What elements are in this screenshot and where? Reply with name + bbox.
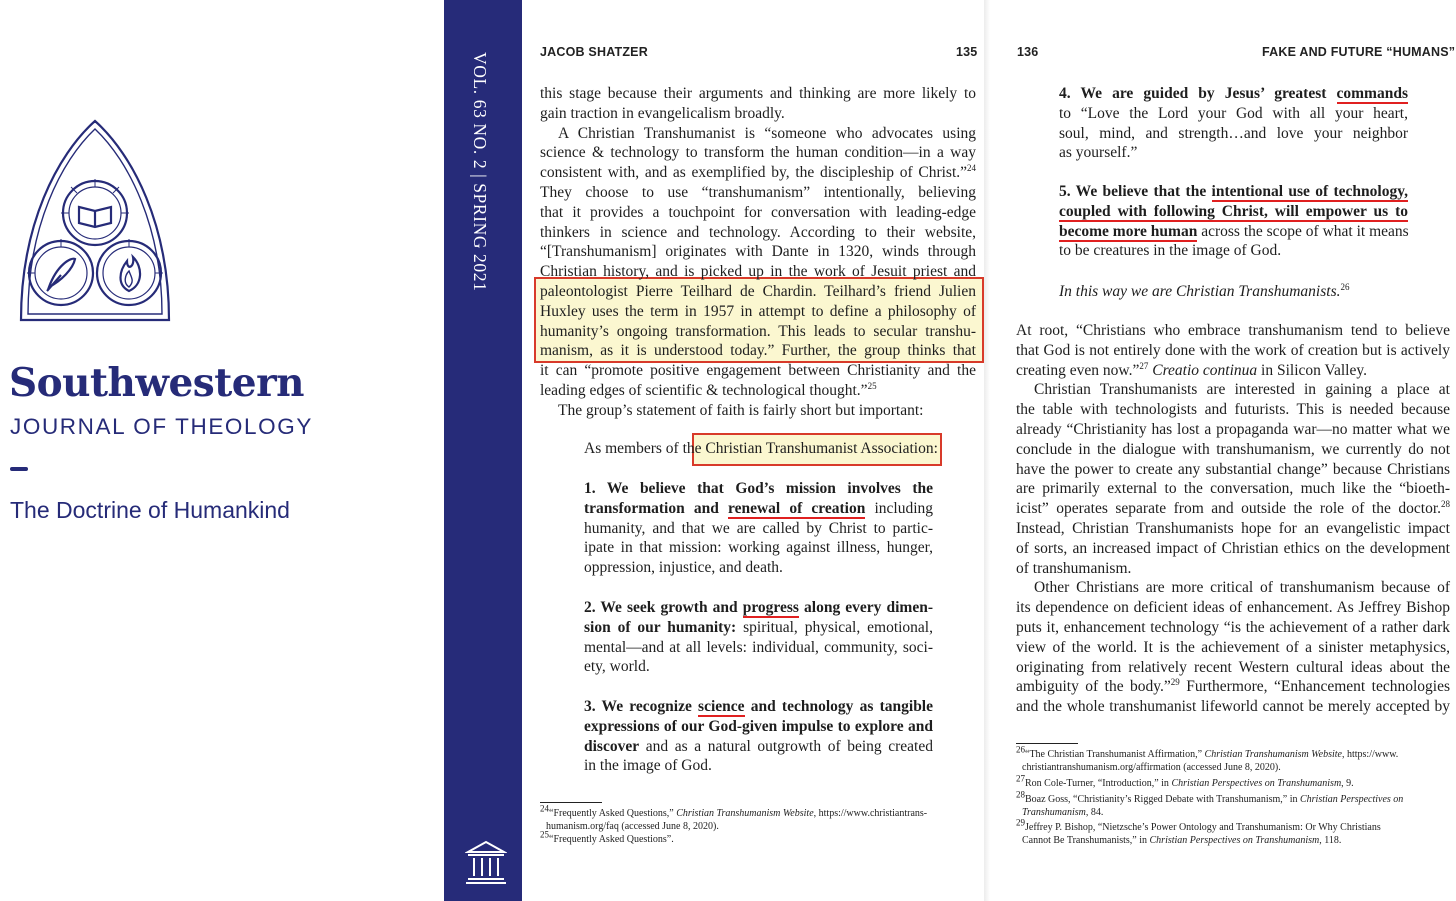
footnote: Cannot Be Transhumanists,” in Christian Perspectives on Transhumanism, 118. <box>1022 835 1342 846</box>
text-line: that it provides a touchpoint for conversation with leading-edge <box>540 203 976 221</box>
underlined-phrase: commands <box>1336 85 1408 102</box>
text-line: puts it, enhancement technology “is the achievement of a rather dark <box>1016 618 1450 636</box>
footnote: 24“Frequently Asked Questions,” Christian Transhumanism Website, https://www.christiantrans- <box>540 803 928 819</box>
underlined-phrase: renewal of creation <box>727 499 866 517</box>
issue-title: The Doctrine of Humankind <box>10 497 290 523</box>
underlined-phrase: intentional use of technology, <box>1211 183 1408 200</box>
footnote: humanism.org/faq (accessed June 8, 2020). <box>546 821 719 832</box>
text-line: manism, as it is understood today.” Further, the group thinks that <box>540 342 976 360</box>
quote-intro: As members of the Christian Transhumanist Association: <box>584 440 938 457</box>
text-line: At root, “Christians who embrace transhumanism tend to believe <box>1016 322 1450 339</box>
text-line: already “Christianity has lost a propaganda war—no matter what we <box>1016 420 1450 438</box>
text-line: that God is not entirely done with the work of creation but is actively <box>1016 341 1450 359</box>
text-line: science & technology to transform the human condition—in a way <box>540 144 976 162</box>
body-text <box>540 84 976 421</box>
text-line: creating even now.”$^{27}$ Creatio continua in Silicon Valley. <box>1016 360 1367 379</box>
footnote-ref[interactable]: 24 <box>967 163 976 174</box>
footnote: christiantranshumanism.org/affirmation (accessed June 8, 2020). <box>1022 762 1281 773</box>
right-page <box>990 0 1456 901</box>
statement-item-5: 5. We believe that the intentional use of technology, coupled with following Christ, will empower us to become more human across the scope of what it means to be creatures in the image of God. <box>1059 183 1409 260</box>
footnote: 28Boaz Goss, “Christianity’s Rigged Debate with Transhumanism,” in Christian Perspectives on <box>1016 789 1404 805</box>
text-line: of sorts, an increased impact of Christian ethics on the development <box>1016 539 1450 557</box>
cover-divider <box>10 467 28 471</box>
running-head: FAKE AND FUTURE “HUMANS” <box>1262 45 1456 59</box>
text-line: and the whole transhumanist lifeworld cannot be merely accepted by <box>1016 698 1450 716</box>
footnote: Transhumanism, 84. <box>1022 807 1104 818</box>
footnote-rule <box>540 802 602 803</box>
journal-name: Southwestern <box>9 360 304 406</box>
text-line: its dependence on deficient ideas of enhancement. As Jeffrey Bishop <box>1016 599 1450 617</box>
closing-statement: In this way we are Christian Transhumanists.$^{26}$ <box>1059 281 1350 300</box>
text-line: icist” operates separate from and outside the role of the doctor.$^{28}$ <box>1016 499 1450 518</box>
text-line: Christian history, and is picked up in the work of Jesuit priest and <box>540 263 976 281</box>
text-line: “[Transhumanism] originates with Dante in 1320, winds through <box>540 243 976 261</box>
text-line: have the power to create any substantial change” because Christians <box>1016 460 1450 478</box>
text-line: leading edges of scientific & technological thought.”$^{25}$ <box>540 380 877 399</box>
footnote-ref[interactable]: 28 <box>1441 499 1450 510</box>
statement-item-2: 2. We seek growth and progress along every dimen- sion of our humanity: spiritual, physical, emotional, mental—and at all levels: individual, community, soci- ety, world. <box>584 599 933 676</box>
statement-item-1: 1. We believe that God’s mission involves the transformation and renewal of creation including humanity, and that we are called by Christ to partic- ipate in that mission: working against illness, hunger, oppression, injustice, and death. <box>584 480 933 577</box>
text-line: view of the world. It is the achievement of a sinister metaphysics, <box>1016 638 1450 656</box>
page-number: 135 <box>956 45 978 59</box>
text-line: The group’s statement of faith is fairly short but important: <box>558 401 924 419</box>
seminary-shield-logo-icon <box>17 115 173 325</box>
text-line: are primarily external to the conversation, much like the “bioeth- <box>1016 480 1450 498</box>
spine-volume-text: VOL. 63 NO. 2 | SPRING 2021 <box>470 52 490 292</box>
text-line: gain traction in evangelicalism broadly. <box>540 104 785 122</box>
journal-subtitle: JOURNAL OF THEOLOGY <box>10 414 313 439</box>
footnote-rule <box>1016 743 1078 744</box>
underlined-phrase: progress <box>742 599 799 616</box>
text-line: originating from relatively recent Western cultural ideas about the <box>1016 658 1450 676</box>
underlined-phrase: become more human <box>1059 222 1198 240</box>
running-head: JACOB SHATZER <box>540 45 648 59</box>
text-line: Instead, Christian Transhumanists hope for an evangelistic impact <box>1016 519 1450 537</box>
text-line: Huxley uses the term in 1957 in attempt to define a philosophy of <box>540 302 976 320</box>
text-line: A Christian Transhumanist is “someone who advocates using <box>558 124 976 142</box>
text-line: thinkers in science and technology. According to their website, <box>540 223 976 241</box>
text-line: this stage because their arguments and thinking are more likely to <box>540 85 976 102</box>
footnote-ref[interactable]: 29 <box>1170 677 1180 688</box>
text-line: of transhumanism. <box>1016 559 1132 577</box>
text-line: humanity’s ongoing transformation. This leads to secular transhu- <box>540 322 976 340</box>
text-line: conclude in the dialogue with transhumanism, we currently do not <box>1016 440 1450 458</box>
footnote: 26“The Christian Transhumanist Affirmation,” Christian Transhumanism Website, https://www. <box>1016 744 1399 760</box>
footnote: 27Ron Cole-Turner, “Introduction,” in Christian Perspectives on Transhumanism, 9. <box>1016 773 1354 789</box>
text-line: Other Christians are more critical of transhumanism because of <box>1034 579 1450 597</box>
text-line: Christian Transhumanists are interested in gaining a place at <box>1034 381 1450 399</box>
footnote-ref[interactable]: 26 <box>1340 281 1350 292</box>
page-number: 136 <box>1017 45 1039 59</box>
underlined-phrase: science <box>698 698 745 715</box>
building-icon <box>465 838 507 886</box>
statement-item-4: 4. We are guided by Jesus’ greatest commands to “Love the Lord your God with all your heart, soul, mind, and strength…and love your neighbor as yourself.” <box>1059 85 1408 162</box>
underlined-phrase: coupled with following Christ, will empower us to <box>1059 202 1408 220</box>
text-line: consistent with, and as exemplified by, the discipleship of Christ.”$^{24}$ <box>540 163 976 182</box>
journal-cover <box>0 0 444 901</box>
text-line: ambiguity of the body.”$^{29}$ Furthermore, “Enhancement technologies <box>1016 677 1450 696</box>
footnote-ref[interactable]: 25 <box>867 380 877 391</box>
text-line: the table with technologists and futurists. This is needed because <box>1016 401 1450 419</box>
footnote: 25“Frequently Asked Questions”. <box>540 829 674 845</box>
left-page <box>522 0 984 901</box>
text-line: paleontologist Pierre Teilhard de Chardin. Teilhard’s friend Julien <box>540 282 976 300</box>
footnote-ref[interactable]: 27 <box>1139 360 1149 371</box>
journal-spine <box>444 0 522 901</box>
body-text <box>1016 321 1450 717</box>
footnote: 29Jeffrey P. Bishop, “Nietzsche’s Power Ontology and Transhumanism: Or Why Christians <box>1016 817 1381 833</box>
text-line: They choose to use “transhumanism” intentionally, believing <box>540 183 976 201</box>
text-line: it can “promote positive engagement between Christianity and the <box>540 362 976 380</box>
statement-item-3: 3. We recognize science and technology as tangible expressions of our God-given impulse to explore and discover and as a natural outgrowth of being created in the image of God. <box>584 698 933 775</box>
